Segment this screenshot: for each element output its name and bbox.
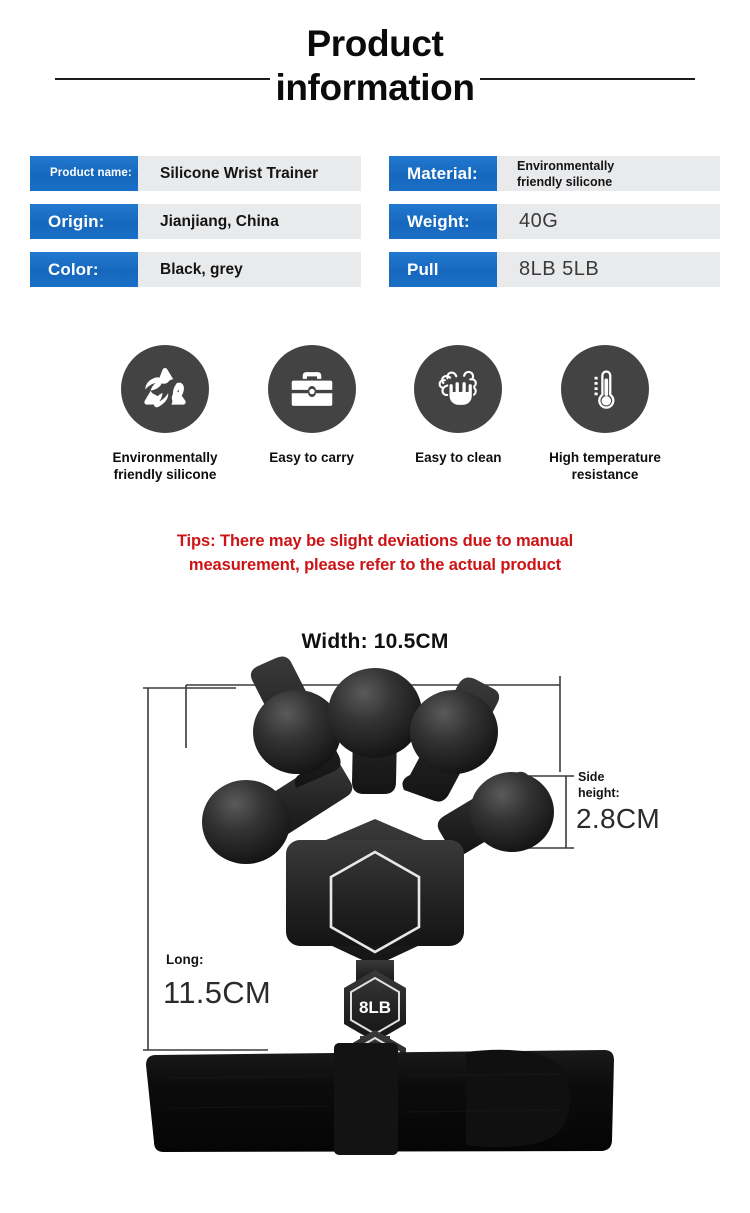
- spec-cell-material: [389, 156, 720, 191]
- feature-label-line1: Environmentally: [112, 450, 218, 465]
- feature-label: [549, 450, 661, 484]
- spec-table: [30, 156, 720, 300]
- product-illustration: [0, 600, 750, 1213]
- page-title-line1: Product: [306, 23, 444, 64]
- spec-key-product-name: [30, 156, 138, 191]
- spec-cell-pull: [389, 252, 720, 287]
- spec-key-label: Color:: [48, 259, 99, 279]
- dimension-side-height-line1: Side: [578, 770, 605, 784]
- spec-key-color: [30, 252, 138, 287]
- washing-hand-icon: [414, 345, 502, 433]
- feature-label: [112, 450, 217, 484]
- spec-value-color: Black, grey: [138, 252, 361, 287]
- finger-ball: [410, 690, 498, 774]
- recycle-leaves-icon: [121, 345, 209, 433]
- tips-note: [0, 530, 750, 578]
- feature-list: [95, 345, 675, 484]
- spec-cell-origin: [30, 204, 361, 239]
- page-title: [0, 22, 750, 109]
- spec-key-label: Pull: [407, 259, 439, 279]
- feature-item-easy-to-clean: [388, 345, 528, 484]
- dimension-width-label: Width: 10.5CM: [301, 630, 449, 653]
- page-header: [0, 0, 750, 120]
- product-dimension-diagram: [0, 600, 750, 1213]
- feature-label-line2: friendly silicone: [113, 466, 217, 482]
- dimension-long-label: Long:: [166, 952, 204, 967]
- spec-cell-weight: [389, 204, 720, 239]
- spec-key-label: Material:: [407, 163, 478, 183]
- spec-key-label: Product name:: [50, 167, 132, 180]
- spec-value-origin: Jianjiang, China: [138, 204, 361, 239]
- wrist-strap: [146, 1043, 614, 1155]
- feature-label: [415, 450, 501, 467]
- feature-item-easy-to-carry: [242, 345, 382, 484]
- feature-label-line1: Easy to clean: [415, 450, 502, 465]
- finger-ball: [202, 780, 290, 864]
- spec-key-origin: [30, 204, 138, 239]
- feature-item-high-temperature-resistance: [535, 345, 675, 484]
- finger-ball: [470, 772, 554, 852]
- dimension-side-height-line2: height:: [578, 785, 620, 800]
- page-title-line2: information: [275, 66, 475, 108]
- spec-row: [30, 204, 720, 239]
- feature-label-line1: High temperature: [549, 450, 661, 465]
- spec-value-weight: 40G: [497, 204, 720, 239]
- feature-label: [269, 450, 354, 467]
- spec-key-pull: [389, 252, 497, 287]
- spec-key-weight: [389, 204, 497, 239]
- tips-line2: measurement, please refer to the actual product: [188, 555, 562, 574]
- spec-value-material: [497, 156, 720, 191]
- spec-value-line1: Environmentally: [517, 158, 615, 173]
- spec-column-gap: [361, 156, 389, 191]
- tips-line1: Tips: There may be slight deviations due to manual: [176, 532, 574, 550]
- spec-row: [30, 252, 720, 287]
- spec-key-label: Weight:: [407, 211, 470, 231]
- spec-cell-color: [30, 252, 361, 287]
- spec-value-pull: 8LB 5LB: [497, 252, 720, 287]
- finger-ball: [253, 690, 341, 774]
- spec-column-gap: [361, 252, 389, 287]
- briefcase-icon: [268, 345, 356, 433]
- finger-ball: [328, 668, 422, 758]
- dimension-side-height-value: 2.8CM: [576, 803, 660, 834]
- spec-key-material: [389, 156, 497, 191]
- spec-value-line2: friendly silicone: [517, 174, 613, 189]
- spec-key-label: Origin:: [48, 211, 105, 231]
- spec-value-product-name: Silicone Wrist Trainer: [138, 156, 361, 191]
- feature-label-line2: resistance: [571, 466, 639, 482]
- spec-row: [30, 156, 720, 191]
- strap-end: [466, 1050, 570, 1148]
- strap-keeper: [334, 1043, 398, 1155]
- feature-label-line1: Easy to carry: [269, 450, 355, 465]
- dimension-long-value: 11.5CM: [163, 975, 272, 1010]
- dimension-side-height-label: [578, 770, 620, 801]
- spec-cell-product-name: [30, 156, 361, 191]
- spec-column-gap: [361, 204, 389, 239]
- feature-item-environmentally-friendly: [95, 345, 235, 484]
- weight-hex-top-label: 8LB: [358, 998, 392, 1017]
- thermometer-icon: [561, 345, 649, 433]
